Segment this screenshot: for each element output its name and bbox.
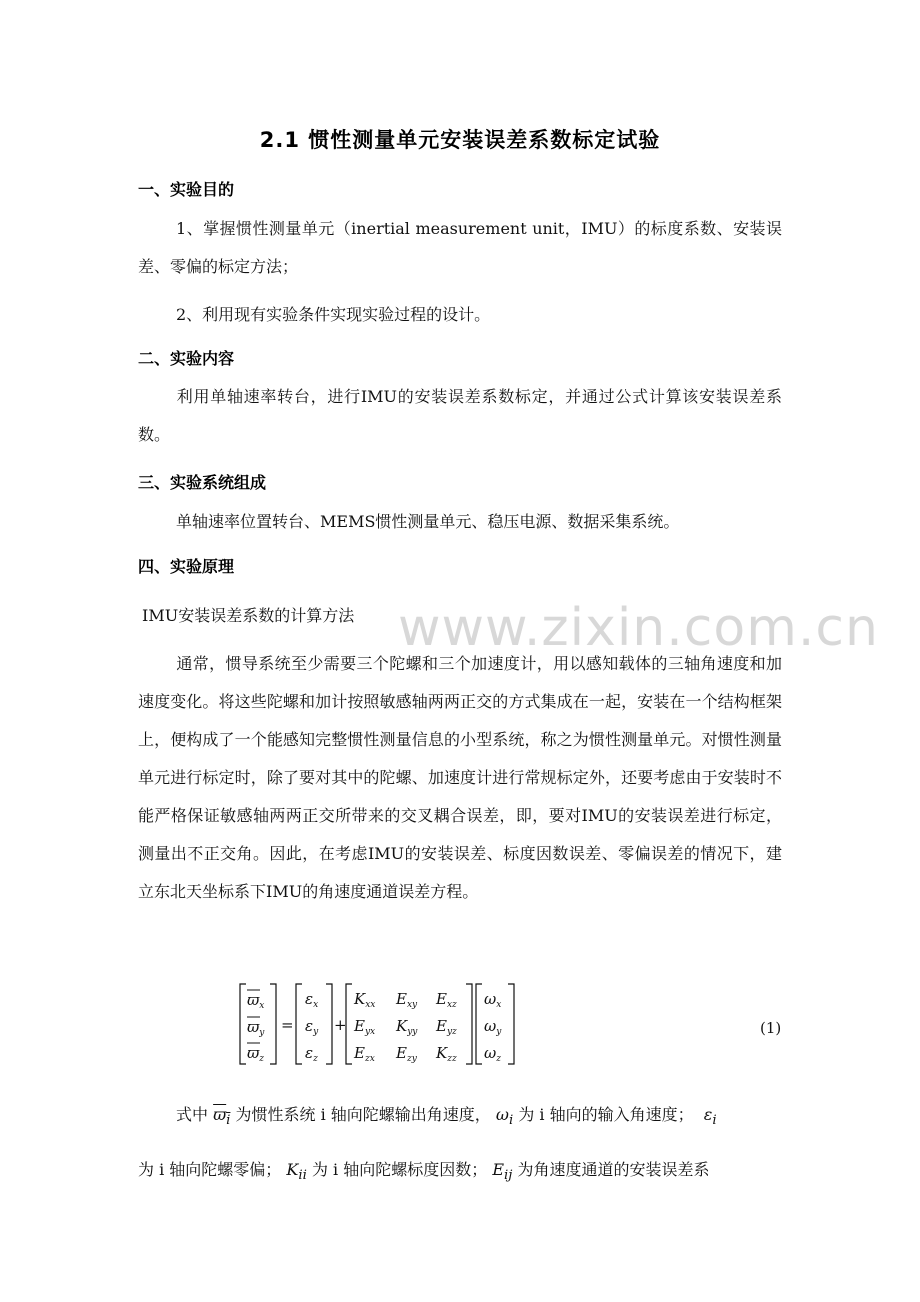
rhs-vector: [484, 990, 502, 1064]
m-eyz: $E_{yz}$: [436, 1017, 457, 1037]
section-heading-purpose: 一、实验目的: [138, 180, 235, 199]
purpose-item-1-text: 1、掌握惯性测量单元（inertial measurement unit，IMU）的标度系数、安装误差、零偏的标定方法；: [138, 219, 782, 276]
principle-subheading: IMU安装误差系数的计算方法: [142, 606, 355, 625]
lhs-z: $ϖ_z$: [247, 1044, 264, 1064]
purpose-item-2: [138, 296, 782, 334]
m-kyy: $K_{yy}$: [396, 1017, 418, 1037]
explain-2b: 为 i 轴向陀螺标度因数；: [311, 1160, 488, 1179]
explain-1c: 为 i 轴向的输入角速度；: [518, 1105, 694, 1124]
rhs-y: $\omega_y$: [484, 1017, 502, 1037]
lhs-x: $ϖ_x$: [247, 991, 265, 1011]
principle-paragraph: [138, 645, 782, 911]
m-kxx: $K_{xx}$: [354, 990, 376, 1010]
m-exy: $E_{xy}$: [396, 990, 418, 1010]
section-heading-system: 三、实验系统组成: [138, 473, 267, 492]
lhs-y: $ϖ_y$: [247, 1018, 265, 1038]
sym-e-ij: $E_{ij}$: [492, 1160, 513, 1184]
m-kzz: $K_{zz}$: [436, 1044, 457, 1064]
error-equation: [230, 978, 530, 1070]
section-heading-content: 二、实验内容: [138, 349, 235, 368]
section-heading-principle: 四、实验原理: [138, 557, 235, 576]
rhs-x: $\omega_x$: [484, 990, 502, 1010]
sym-epsilon-i: $\varepsilon_i$: [698, 1105, 717, 1129]
explain-1b: 为惯性系统 i 轴向陀螺输出角速度，: [235, 1105, 491, 1124]
m-ezx: $E_{zx}$: [354, 1044, 375, 1064]
error-matrix: [353, 990, 457, 1064]
principle-paragraph-text: 通常，惯导系统至少需要三个陀螺和三个加速度计，用以感知载体的三轴角速度和加速度变化。将这些陀螺和加计按照敏感轴两两正交的方式集成在一起，安装在一个结构框架上，便构成了一个能感知完整惯性测量信息的小型系统，称之为惯性测量单元。对惯性测量单元进行标定时，除了要对其中的陀螺、加速度计进行常规标定外，还要考虑由于安装时不能严格保证敏感轴两两正交所带来的交叉耦合误差，即，要对IMU的安装误差进行标定，测量出不正交角。因此，在考虑IMU的安装误差、标度因数误差、零偏误差的情况下，建立东北天坐标系下IMU的角速度通道误差方程。: [138, 654, 782, 901]
explain-line-2: [138, 1157, 710, 1183]
bias-z: $\varepsilon_z$: [305, 1044, 318, 1064]
system-paragraph-text: 单轴速率位置转台、MEMS惯性测量单元、稳压电源、数据采集系统。: [176, 512, 680, 531]
equation-number: (1): [760, 1019, 782, 1037]
m-ezy: $E_{zy}$: [396, 1044, 417, 1064]
system-paragraph: [138, 503, 782, 541]
explain-2a: 为 i 轴向陀螺零偏；: [138, 1160, 282, 1179]
explain-1a: 式中: [176, 1105, 209, 1124]
purpose-item-1: [138, 210, 782, 286]
sym-varpi-i: $ϖ_i$: [213, 1105, 231, 1129]
content-paragraph: [138, 378, 782, 454]
m-exz: $E_{xz}$: [436, 990, 457, 1010]
sym-omega-i: $\omega_i$: [495, 1105, 514, 1129]
plus-sign: +: [334, 1016, 347, 1034]
bias-vector: [305, 990, 319, 1064]
explain-2c: 为角速度通道的安装误差系: [517, 1160, 710, 1179]
lhs-vector: [247, 990, 265, 1064]
bias-y: $\varepsilon_y$: [305, 1017, 319, 1037]
m-eyx: $E_{yx}$: [354, 1017, 376, 1037]
page-title: 2.1 惯性测量单元安装误差系数标定试验: [259, 128, 661, 152]
watermark: www.zixin.com.cn: [398, 598, 879, 658]
equals-sign: =: [281, 1016, 294, 1034]
sym-k-ii: $K_{ii}$: [286, 1160, 307, 1184]
content-paragraph-text: 利用单轴速率转台，进行IMU的安装误差系数标定，并通过公式计算该安装误差系数。: [138, 387, 782, 444]
purpose-item-2-text: 2、利用现有实验条件实现实验过程的设计。: [176, 305, 491, 324]
bias-x: $\varepsilon_x$: [305, 990, 319, 1010]
explain-line-1: [176, 1102, 717, 1128]
rhs-z: $\omega_z$: [484, 1044, 501, 1064]
